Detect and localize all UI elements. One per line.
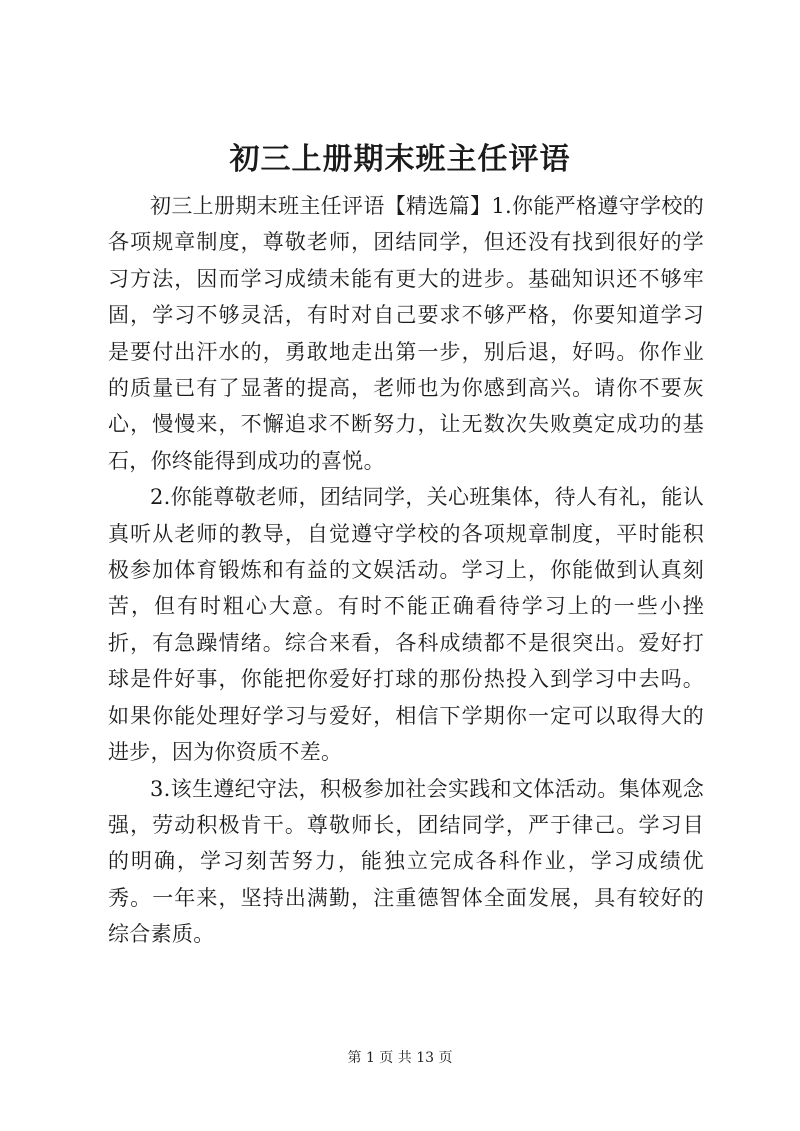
page-title: 初三上册期末班主任评语	[229, 142, 571, 177]
page-number-footer: 第 1 页 共 13 页	[347, 1050, 453, 1066]
paragraph-1: 初三上册期末班主任评语【精选篇】1.你能严格遵守学校的各项规章制度，尊敬老师，团结同学，但还没有找到很好的学习方法，因而学习成绩未能有更大的进步。基础知识还不够牢固，学习不够灵活，有时对自己要求不够严格，你要知道学习是要付出汗水的，勇敢地走出第一步，别后退，好吗。你作业的质量已有了显著的提高，老师也为你感到高兴。请你不要灰心，慢慢来，不懈追求不断努力，让无数次失败奠定成功的基石，你终能得到成功的喜悦。	[108, 194, 704, 473]
paragraph-2: 2.你能尊敬老师，团结同学，关心班集体，待人有礼，能认真听从老师的教导，自觉遵守学校的各项规章制度，平时能积极参加体育锻炼和有益的文娱活动。学习上，你能做到认真刻苦，但有时粗心大意。有时不能正确看待学习上的一些小挫折，有急躁情绪。综合来看，各科成绩都不是很突出。爱好打球是件好事，你能把你爱好打球的那份热投入到学习中去吗。如果你能处理好学习与爱好，相信下学期你一定可以取得大的进步，因为你资质不差。	[108, 485, 704, 765]
paragraph-3: 3.该生遵纪守法，积极参加社会实践和文体活动。集体观念强，劳动积极肯干。尊敬师长，团结同学，严于律己。学习目的明确，学习刻苦努力，能独立完成各科作业，学习成绩优秀。一年来，坚持出满勤，注重德智体全面发展，具有较好的综合素质。	[108, 776, 704, 947]
document-body	[108, 188, 704, 953]
